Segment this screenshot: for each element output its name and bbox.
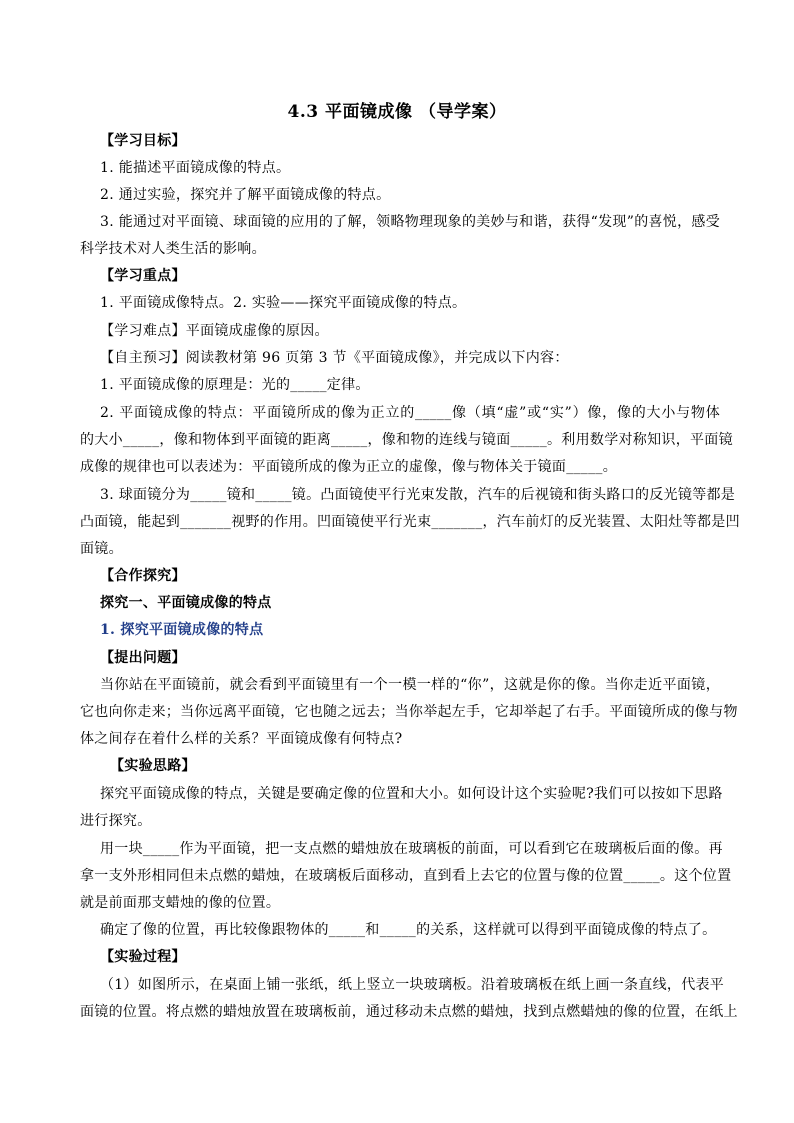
paragraph-line: 当你站在平面镜前，就会看到平面镜里有一个一模一样的“你”，这就是你的像。当你走近平面镜，: [100, 677, 720, 693]
paragraph-line: 3. 能通过对平面镜、球面镜的应用的了解，领略物理现象的美妙与和谐，获得“发现”的喜悦，感受: [100, 214, 720, 230]
paragraph-line: 探究平面镜成像的特点，关键是要确定像的位置和大小。如何设计这个实验呢?我们可以按如下思路: [100, 786, 723, 802]
section-header-cooperation: 【合作探究】: [100, 568, 186, 584]
paragraph-line: 1. 平面镜成像的原理是：光的_____定律。: [100, 377, 370, 393]
subheading-numbered: 1. 探究平面镜成像的特点: [100, 622, 264, 638]
section-header-objectives: 【学习目标】: [100, 133, 186, 149]
paragraph-line: 确定了像的位置，再比较像跟物体的_____和_____的关系，这样就可以得到平面镜成像的特点了。: [100, 922, 717, 938]
paragraph-line: 的大小_____，像和物体到平面镜的距离_____，像和物的连线与镜面_____。利用数学对称知识，平面镜: [80, 432, 733, 448]
section-header-difficulty: 【学习难点】平面镜成虚像的原因。: [100, 323, 329, 339]
paragraph-line: 1. 平面镜成像特点。2. 实验——探究平面镜成像的特点。: [100, 295, 467, 311]
section-header-question: 【提出问题】: [100, 650, 186, 666]
paragraph-line: 面镜。: [80, 541, 123, 557]
paragraph-line: 2. 平面镜成像的特点：平面镜所成的像为正立的_____像（填“虚”或“实”）像，像的大小与物体: [100, 405, 720, 421]
section-header-approach: 【实验思路】: [110, 758, 196, 774]
paragraph-line: 科学技术对人类生活的影响。: [80, 241, 266, 257]
subheading-exploration-one: 探究一、平面镜成像的特点: [100, 595, 272, 611]
paragraph-line: 面镜的位置。将点燃的蜡烛放置在玻璃板前，通过移动未点燃的蜡烛，找到点燃蜡烛的像的位置，在纸上: [80, 1004, 738, 1020]
section-header-focus: 【学习重点】: [100, 268, 186, 284]
paragraph-line: 2. 通过实验，探究并了解平面镜成像的特点。: [100, 187, 391, 203]
paragraph-line: 成像的规律也可以表述为：平面镜所成的像为正立的虚像，像与物体关于镜面_____。: [80, 459, 617, 475]
paragraph-line: （1）如图所示，在桌面上铺一张纸，纸上竖立一块玻璃板。沿着玻璃板在纸上画一条直线，代表平: [100, 977, 725, 993]
paragraph-line: 凸面镜，能起到_______视野的作用。凹面镜使平行光束_______，汽车前灯的反光装置、太阳灶等都是凹: [80, 514, 740, 530]
paragraph-line: 1. 能描述平面镜成像的特点。: [100, 160, 291, 176]
section-header-procedure: 【实验过程】: [100, 949, 186, 965]
paragraph-line: 它也向你走来；当你远离平面镜，它也随之远去；当你举起左手，它却举起了右手。平面镜所成的像与物: [80, 704, 738, 720]
paragraph-line: 3. 球面镜分为_____镜和_____镜。凸面镜使平行光束发散，汽车的后视镜和街头路口的反光镜等都是: [100, 487, 736, 503]
paragraph-line: 进行探究。: [80, 813, 152, 829]
section-header-preview: 【自主预习】阅读教材第 96 页第 3 节《平面镜成像》，并完成以下内容：: [100, 350, 569, 366]
paragraph-line: 体之间存在着什么样的关系？平面镜成像有何特点?: [80, 731, 403, 747]
paragraph-line: 就是前面那支蜡烛的像的位置。: [80, 895, 281, 911]
paragraph-line: 用一块_____作为平面镜，把一支点燃的蜡烛放在玻璃板的前面，可以看到它在玻璃板后面的像。再: [100, 841, 723, 857]
page-title: 4.3 平面镜成像 （导学案）: [287, 102, 507, 122]
paragraph-line: 拿一支外形相同但未点燃的蜡烛，在玻璃板后面移动，直到看上去它的位置与像的位置_____。这个位置: [80, 868, 732, 884]
